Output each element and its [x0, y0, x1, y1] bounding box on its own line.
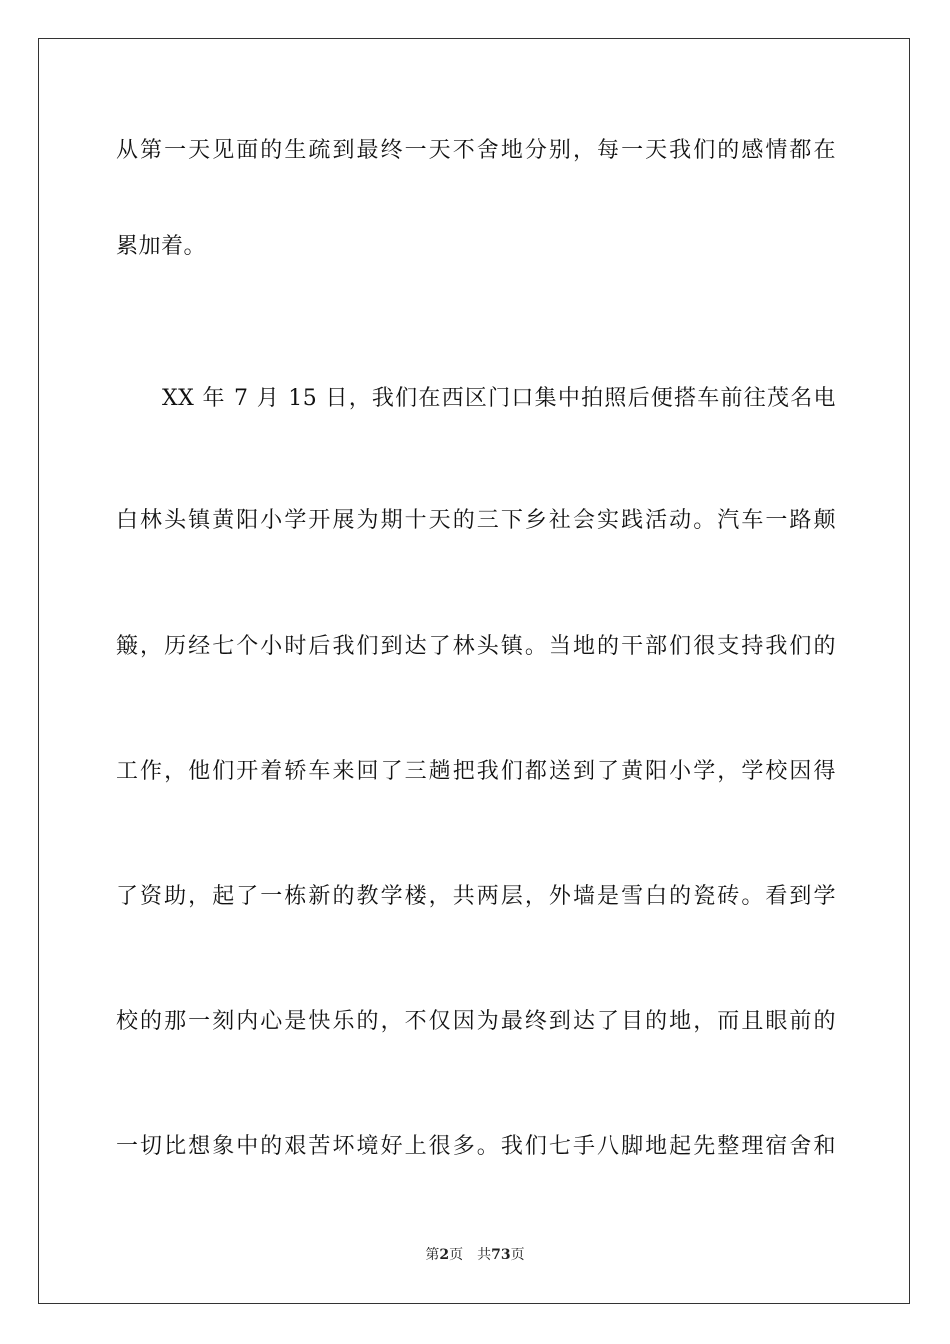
- body-text-line-5: 簸，历经七个小时后我们到达了林头镇。当地的干部们很支持我们的: [116, 634, 836, 659]
- page-footer: [0, 1245, 950, 1265]
- page-label-suffix: 页: [449, 1247, 464, 1263]
- body-text-line-1: 从第一天见面的生疏到最终一天不舍地分别，每一天我们的感情都在: [116, 138, 836, 163]
- total-label-suffix: 页: [510, 1247, 525, 1263]
- body-text-line-9: 一切比想象中的艰苦坏境好上很多。我们七手八脚地起先整理宿舍和: [116, 1134, 836, 1159]
- body-text-line-3: XX 年 7 月 15 日，我们在西区门口集中拍照后便搭车前往茂名电: [162, 386, 836, 411]
- body-text-line-6: 工作，他们开着轿车来回了三趟把我们都送到了黄阳小学，学校因得: [116, 759, 836, 784]
- page-border: [38, 38, 910, 1304]
- total-pages: 73: [491, 1247, 511, 1263]
- body-text-line-8: 校的那一刻内心是快乐的，不仅因为最终到达了目的地，而且眼前的: [116, 1009, 836, 1034]
- page-label-prefix: 第: [425, 1247, 440, 1263]
- page-number: 2: [439, 1247, 450, 1263]
- total-label-prefix: 共: [477, 1247, 492, 1263]
- body-text-line-4: 白林头镇黄阳小学开展为期十天的三下乡社会实践活动。汽车一路颠: [116, 508, 836, 533]
- body-text-line-2: 累加着。: [116, 234, 207, 259]
- body-text-line-7: 了资助，起了一栋新的教学楼，共两层，外墙是雪白的瓷砖。看到学: [116, 884, 836, 909]
